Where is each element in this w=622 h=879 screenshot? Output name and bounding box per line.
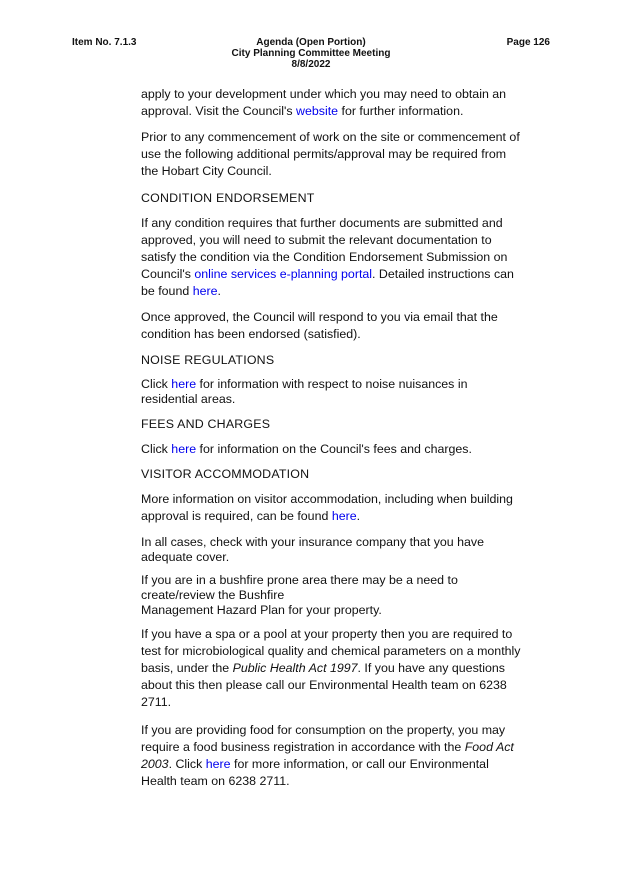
paragraph-condition-approved: Once approved, the Council will respond to you via email that the condition has been endorsed (satisfied). [141, 310, 498, 341]
heading-visitor-accommodation: VISITOR ACCOMMODATION [141, 467, 310, 481]
paragraph-noise: Click here for information with respect to noise nuisances in residential areas. [141, 377, 468, 406]
paragraph-spa-pool: If you have a spa or a pool at your property then you are required to test for microbiological quality and chemical parameters on a monthly basis, under the Public Health Act 1997. If you have any questions about this then please call our Environmental Health team on 6238 2711. [141, 627, 521, 709]
website-link[interactable]: website [296, 104, 339, 118]
heading-noise-regulations: NOISE REGULATIONS [141, 353, 275, 367]
visitor-here-link[interactable]: here [331, 509, 357, 523]
document-body [141, 86, 526, 790]
food-here-link[interactable]: here [205, 757, 231, 771]
paragraph-fees: Click here for information on the Council's fees and charges. [141, 442, 472, 456]
heading-condition-endorsement: CONDITION ENDORSEMENT [141, 191, 315, 205]
paragraph-visitor: More information on visitor accommodation, including when building approval is required, can be found here. [141, 492, 513, 523]
heading-fees-and-charges: FEES AND CHARGES [141, 417, 271, 431]
noise-here-link[interactable]: here [171, 377, 197, 391]
paragraph-condition: If any condition requires that further documents are submitted and approved, you will need to submit the relevant documentation to satisfy the condition via the Condition Endorsement Submission on Council's online services e-planning portal. Detailed instructions can be found here. [141, 216, 514, 298]
meeting-date: 8/8/2022 [291, 59, 331, 70]
e-planning-portal-link[interactable]: online services e-planning portal [194, 267, 373, 281]
instructions-here-link[interactable]: here [192, 284, 218, 298]
paragraph-insurance: In all cases, check with your insurance company that you have adequate cover. [141, 535, 484, 564]
food-act: Food Act 2003 [141, 740, 514, 771]
public-health-act: Public Health Act 1997 [232, 661, 358, 675]
page-number: Page 126 [506, 37, 550, 48]
paragraph-food: If you are providing food for consumption on the property, you may require a food business registration in accordance with the Food Act 2003. Click here for more information, or call our Environmental Health team on 6238 2711. [141, 723, 514, 788]
item-number: Item No. 7.1.3 [72, 37, 137, 48]
paragraph-approval: apply to your development under which you may need to obtain an approval. Visit the Council's website for further information. [141, 87, 507, 118]
fees-here-link[interactable]: here [171, 442, 197, 456]
agenda-title: Agenda (Open Portion) [256, 37, 366, 48]
paragraph-bushfire: If you are in a bushfire prone area there may be a need to create/review the Bushfire Management Hazard Plan for your property. [141, 573, 458, 617]
agenda-header [200, 37, 422, 70]
meeting-name: City Planning Committee Meeting [231, 48, 391, 59]
paragraph-permits: Prior to any commencement of work on the site or commencement of use the following additional permits/approval may be required from the Hobart City Council. [141, 130, 520, 178]
